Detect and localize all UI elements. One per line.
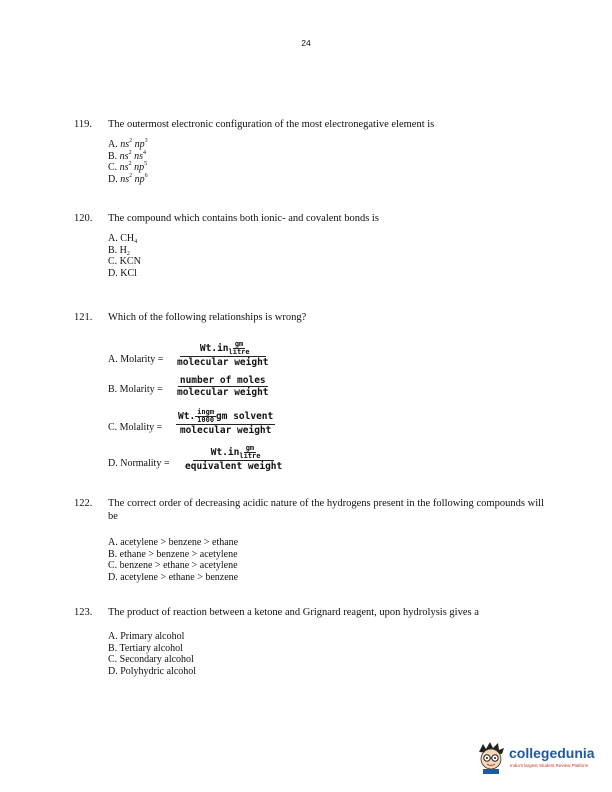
question-number: 120. [74, 213, 93, 224]
question-text: Which of the following relationships is wrong? [108, 312, 307, 323]
question-number: 119. [74, 119, 92, 130]
option-a: A. $CH_4$ [108, 233, 138, 245]
option-a: A. acetylene > benzene > ethane [108, 537, 239, 548]
question-number: 121. [74, 312, 93, 323]
option-d: D. Polyhydric alcohol [108, 665, 197, 677]
denominator: molecular weight [177, 357, 269, 368]
option-b: B. Tertiary alcohol [108, 642, 183, 654]
question-text: The correct order of decreasing acidic nature of the hydrogens present in the following compounds will be [108, 498, 544, 522]
option-a: A. $ns^2$ $np^3$ [108, 138, 148, 150]
option-list [108, 233, 544, 279]
denominator: equivalent weight [185, 461, 283, 472]
denominator: molecular weight [177, 387, 269, 398]
question-text: The product of reaction between a ketone and Grignard reagent, upon hydrolysis gives a [108, 607, 479, 618]
question-119 [74, 118, 544, 185]
option-a [108, 330, 544, 368]
numerator: number of moles [179, 375, 266, 386]
question-text: The compound which contains both ionic- and covalent bonds is [108, 213, 379, 224]
formula-options [108, 330, 544, 472]
option-d: D. $ns^2$ $np^6$ [108, 172, 148, 185]
option-b: B. ethane > benzene > acetylene [108, 548, 238, 560]
question-text: The outermost electronic configuration of the most electronegative element is [108, 119, 435, 130]
collegedunia-logo [474, 740, 604, 784]
option-c: C. Secondary alcohol [108, 654, 194, 666]
numerator: Wt. $\frac{\text{ingm}}{1000}$ gm solvent [178, 408, 274, 424]
formula-fraction [176, 409, 275, 436]
mascot-icon [474, 740, 508, 774]
option-list [108, 631, 544, 677]
page-number: 24 [301, 38, 311, 48]
option-label: A. Molarity = [108, 354, 164, 365]
option-c: C. $ns^2$ $np^5$ [108, 161, 148, 174]
option-b [108, 368, 544, 398]
formula-fraction [185, 445, 282, 472]
option-c [108, 398, 544, 436]
option-b: B. $ns^2$ $ns^4$ [108, 149, 146, 162]
numerator: Wt.in $\frac{gm}{\text{litre}}$ [193, 445, 275, 461]
question-123 [74, 606, 544, 677]
option-d: D. KCl [108, 267, 137, 279]
option-list [108, 537, 544, 583]
option-label: C. Molality = [108, 422, 163, 433]
formula-fraction [177, 341, 269, 368]
option-c: C. benzene > ethane > acetylene [108, 560, 238, 572]
denominator: molecular weight [179, 425, 272, 436]
option-c: C. KCN [108, 256, 141, 268]
option-b: B. $H_2$ [108, 244, 130, 257]
question-120 [74, 212, 544, 279]
formula-fraction [177, 375, 269, 398]
brand-name: collegedunia [509, 745, 595, 761]
brand-tagline: India's largest Student Review Platform [510, 763, 589, 768]
option-a: A. Primary alcohol [108, 631, 185, 642]
question-number: 122. [74, 498, 93, 509]
question-122 [74, 497, 544, 583]
option-d: D. acetylene > ethane > benzene [108, 571, 239, 583]
question-number: 123. [74, 607, 93, 618]
option-list [108, 139, 544, 185]
option-label: D. Normality = [108, 458, 170, 469]
question-121 [74, 311, 544, 472]
numerator: Wt.in $\frac{gm}{\text{litre}}$ [180, 341, 266, 357]
option-label: B. Molarity = [108, 384, 163, 395]
option-d [108, 436, 544, 472]
